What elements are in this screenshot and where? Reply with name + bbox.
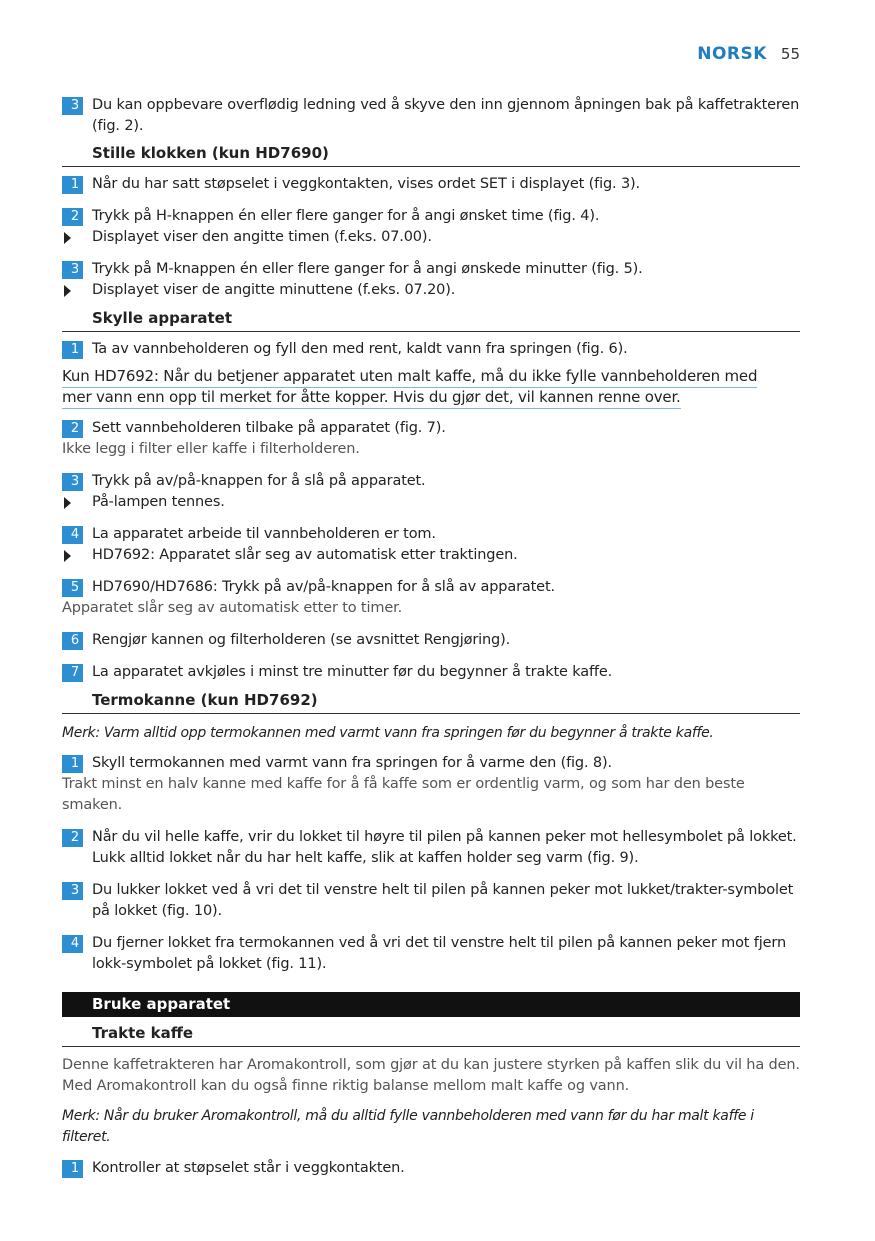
step-item [62,418,800,439]
bullet-text: På-lampen tennes. [92,494,225,510]
step-text: HD7690/HD7686: Trykk på av/på-knappen for å slå av apparatet. [92,579,555,595]
warning-line: Kun HD7692: Når du betjener apparatet uten malt kaffe, må du ikke fylle vannbeholderen med [62,367,757,388]
step-number: 3 [62,97,83,115]
step-number: 2 [62,420,83,438]
step-item [62,577,800,598]
step-number: 6 [62,632,83,650]
step-number: 1 [62,755,83,773]
step-text: Du lukker lokket ved å vri det til venstre helt til pilen på kannen peker mot lukket/trakter-symbolet på lokket (fig. 10). [92,882,794,919]
step-item [62,206,800,227]
step-number: 1 [62,176,83,194]
triangle-bullet-icon [64,285,71,297]
step-item [62,174,800,195]
info-paragraph: Denne kaffetrakteren har Aromakontroll, som gjør at du kan justere styrken på kaffen slik du vil ha den. Med Aromakontroll kan du også finne riktig balanse mellom malt kaffe og vann. [62,1057,800,1094]
step-number: 2 [62,208,83,226]
step-text: Du kan oppbevare overflødig ledning ved å skyve den inn gjennom åpningen bak på kaffetrakteren (fig. 2). [92,97,800,134]
page-header [697,44,800,64]
step-number: 3 [62,261,83,279]
step-number: 4 [62,526,83,544]
bullet-text: Displayet viser de angitte minuttene (f.eks. 07.20). [92,282,456,298]
step-text: Trykk på H-knappen én eller flere ganger for å angi ønsket time (fig. 4). [92,208,600,224]
step-text: Ta av vannbeholderen og fyll den med rent, kaldt vann fra springen (fig. 6). [92,341,628,357]
step-item [62,524,800,545]
info-paragraph: Apparatet slår seg av automatisk etter to timer. [62,600,403,616]
note-text: Merk: Varm alltid opp termokannen med varmt vann fra springen før du begynner å trakte kaffe. [62,725,714,741]
result-bullet [62,492,800,513]
info-paragraph: Ikke legg i filter eller kaffe i filterholderen. [62,441,360,457]
step-item [62,753,800,774]
step-text: Trykk på M-knappen én eller flere ganger for å angi ønskede minutter (fig. 5). [92,261,643,277]
step-item [62,880,800,922]
step-text: La apparatet arbeide til vannbeholderen er tom. [92,526,436,542]
step-text: Rengjør kannen og filterholderen (se avsnittet Rengjøring). [92,632,511,648]
bullet-text: Displayet viser den angitte timen (f.eks. 07.00). [92,229,432,245]
step-item [62,1158,800,1179]
step-number: 3 [62,882,83,900]
step-item [62,471,800,492]
step-text: Trykk på av/på-knappen for å slå på apparatet. [92,473,426,489]
result-bullet [62,280,800,301]
step-text: Kontroller at støpselet står i veggkontakten. [92,1160,405,1176]
step-text: Når du har satt støpselet i veggkontakten, vises ordet SET i displayet (fig. 3). [92,176,640,192]
step-number: 5 [62,579,83,597]
step-item [62,339,800,360]
step-item [62,933,800,975]
info-paragraph: Trakt minst en halv kanne med kaffe for å få kaffe som er ordentlig varm, og som har den beste smaken. [62,776,745,813]
section-label: NORSK [697,44,767,64]
bullet-text: HD7692: Apparatet slår seg av automatisk etter traktingen. [92,547,518,563]
step-number: 7 [62,664,83,682]
note-text: Merk: Når du bruker Aromakontroll, må du alltid fylle vannbeholderen med vann før du har malt kaffe i filteret. [62,1108,754,1145]
step-text: Du fjerner lokket fra termokannen ved å vri det til venstre helt til pilen på kannen peker mot fjern lokk-symbolet på lokket (fig. 11). [92,935,786,972]
page-number: 55 [780,45,800,63]
step-number: 4 [62,935,83,953]
section-heading: Stille klokken (kun HD7690) [62,143,800,167]
step-number: 1 [62,341,83,359]
chapter-banner: Bruke apparatet [62,992,800,1017]
warning-line: mer vann enn opp til merket for åtte kopper. Hvis du gjør det, vil kannen renne over. [62,388,681,409]
document-body [62,95,800,1179]
step-item [62,95,800,137]
result-bullet [62,227,800,248]
step-item [62,630,800,651]
step-number: 2 [62,829,83,847]
triangle-bullet-icon [64,550,71,562]
triangle-bullet-icon [64,232,71,244]
result-bullet [62,545,800,566]
step-item [62,259,800,280]
step-item [62,827,800,869]
section-heading: Trakte kaffe [62,1023,800,1047]
section-heading: Termokanne (kun HD7692) [62,690,800,714]
step-text: Sett vannbeholderen tilbake på apparatet (fig. 7). [92,420,446,436]
step-item [62,662,800,683]
step-number: 3 [62,473,83,491]
section-heading: Skylle apparatet [62,308,800,332]
step-text: La apparatet avkjøles i minst tre minutter før du begynner å trakte kaffe. [92,664,613,680]
step-number: 1 [62,1160,83,1178]
step-text: Skyll termokannen med varmt vann fra springen for å varme den (fig. 8). [92,755,612,771]
warning-text [62,366,800,408]
triangle-bullet-icon [64,497,71,509]
step-text: Når du vil helle kaffe, vrir du lokket til høyre til pilen på kannen peker mot hellesymbolet på lokket. Lukk alltid lokket når du har helt kaffe, slik at kaffen holder seg varm (fig. 9). [92,829,797,866]
